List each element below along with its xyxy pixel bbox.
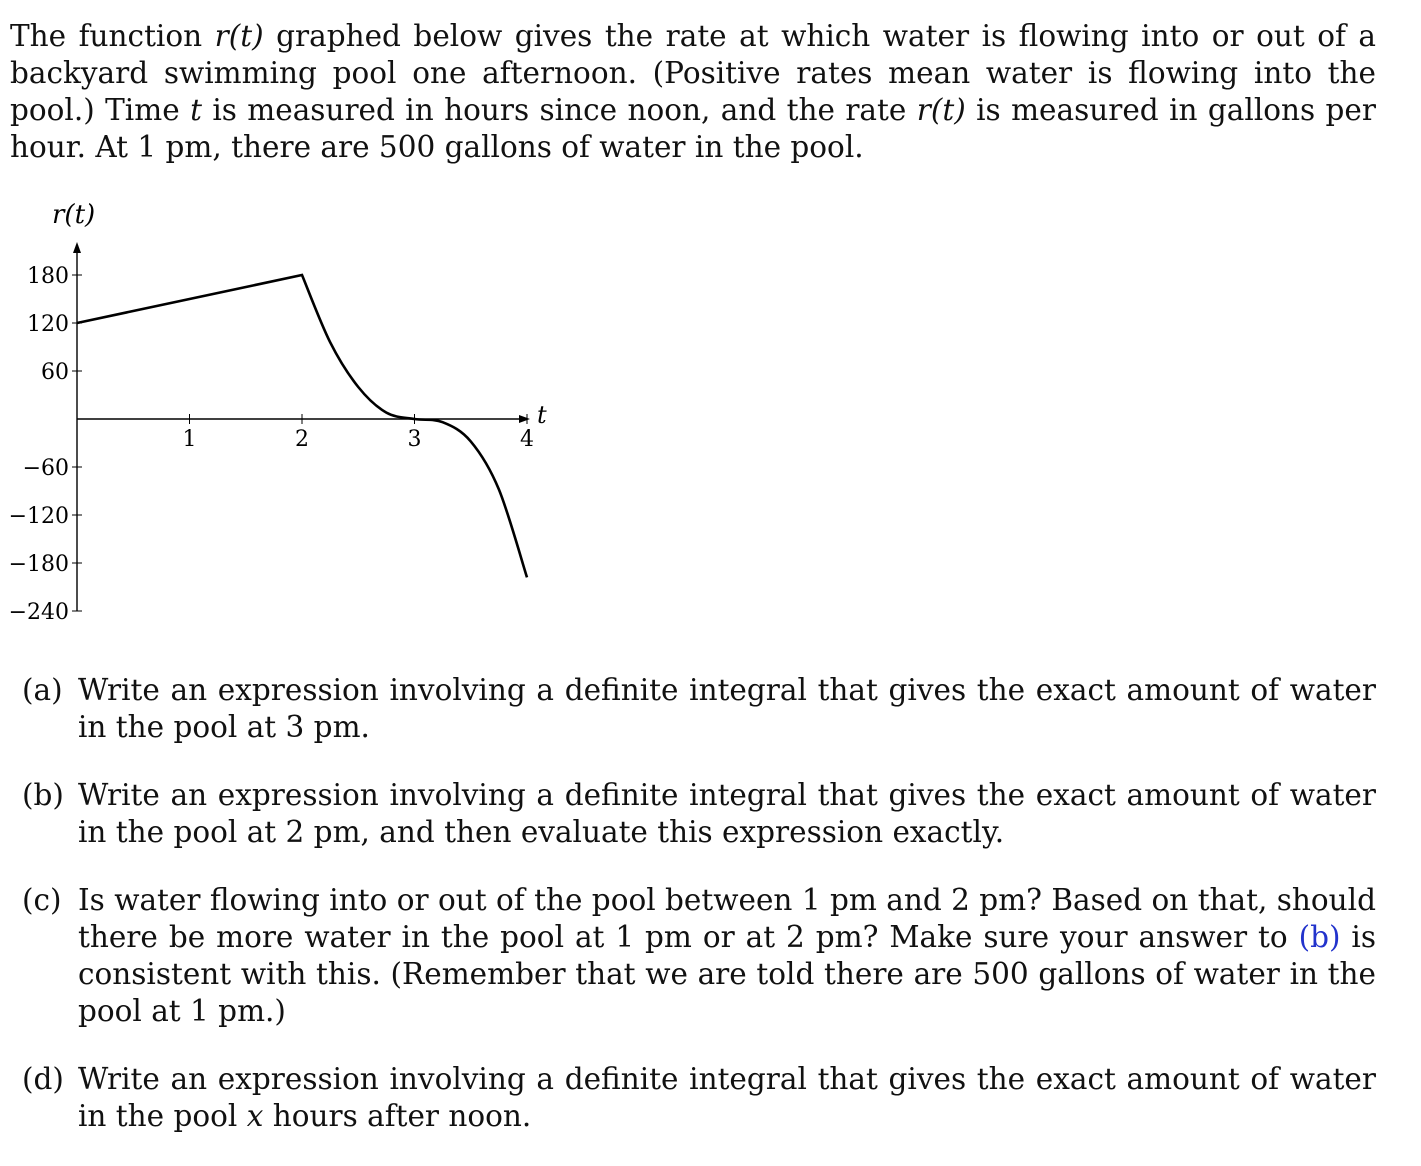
part-a-text: Write an expression involving a definite integral that gives the exact amount of water in the pool at 3 pm. <box>78 673 1376 744</box>
intro-rate: r(t) <box>916 93 966 127</box>
part-d-label: (d) <box>22 1062 64 1096</box>
intro-text-3: is measured in hours since noon, and the rate <box>201 93 917 127</box>
y-tick-label: 60 <box>41 360 69 385</box>
y-tick-label: −180 <box>8 552 69 577</box>
x-tick-label: 2 <box>295 427 309 452</box>
part-d-text-2: hours after noon. <box>263 1099 532 1133</box>
x-tick-label: 1 <box>182 427 197 452</box>
y-axis-label: r(t) <box>52 200 96 230</box>
y-axis-arrow <box>73 242 81 253</box>
y-tick-label: −60 <box>22 456 69 481</box>
intro-function: r(t) <box>214 19 264 53</box>
part-c <box>22 882 1376 1030</box>
x-axis-arrow <box>519 415 530 423</box>
ticks <box>9 264 534 625</box>
part-d-text-1: Write an expression involving a definite integral that gives the exact amount of water in the pool <box>78 1062 1376 1133</box>
part-b <box>22 777 1376 851</box>
y-tick-label: 180 <box>27 264 69 289</box>
part-d-var-x: x <box>246 1099 264 1133</box>
x-tick-label: 3 <box>407 427 422 452</box>
intro-var-t: t <box>190 93 202 127</box>
y-tick-label: 120 <box>27 312 69 337</box>
y-tick-label: −120 <box>8 504 69 529</box>
part-a-label: (a) <box>22 673 63 707</box>
x-tick-label: 4 <box>520 427 534 452</box>
part-b-reference-link[interactable]: (b) <box>1298 920 1341 954</box>
part-c-text-1: Is water flowing into or out of the pool between 1 pm and 2 pm? Based on that, should there be more water in the pool at 1 pm or at 2 pm? Make sure your answer to <box>78 883 1376 954</box>
question-parts <box>22 672 1376 1166</box>
intro-text-2: graphed below gives the rate at which water is flowing into or out of a backyard swimming pool one afternoon. (Positive rates mean water is flowing into the pool.) Time <box>10 19 1376 127</box>
part-c-label: (c) <box>22 883 62 917</box>
part-c-text-2: is consistent with this. (Remember that we are told there are 500 gallons of water in the pool at 1 pm.) <box>78 920 1377 1028</box>
y-tick-label: −240 <box>8 600 69 625</box>
rate-graph <box>0 195 620 635</box>
part-b-text: Write an expression involving a definite integral that gives the exact amount of water in the pool at 2 pm, and then evaluate this expression exactly. <box>78 778 1376 849</box>
part-b-label: (b) <box>22 778 64 812</box>
intro-text-1: The function <box>10 19 215 53</box>
part-a <box>22 672 1376 746</box>
problem-statement <box>10 18 1376 166</box>
intro-text-4: is measured in gallons per hour. At 1 pm, there are 500 gallons of water in the pool. <box>10 93 1376 164</box>
x-axis-label: t <box>537 401 547 429</box>
part-d <box>22 1061 1376 1135</box>
